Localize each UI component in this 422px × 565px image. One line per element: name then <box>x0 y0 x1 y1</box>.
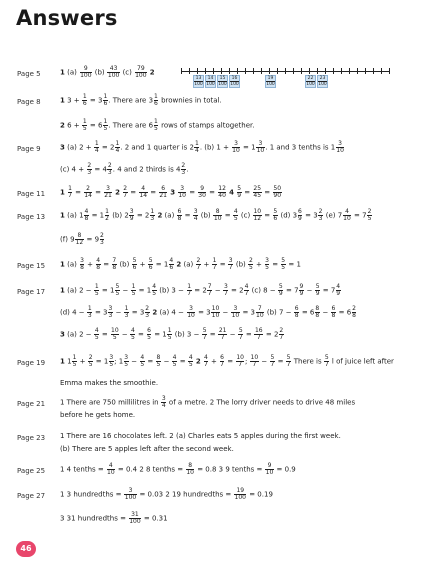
page-label: Page 9 <box>17 145 41 153</box>
answer-p17-1: 1 (a) 2 − $\frac{1}{5}$ = 1 $\frac{5}{5}$ − $\frac{1}{5}$ = 1 $\frac{4}{5}$ (b) 3 − $\frac{1}{7}$ = 2 $\frac{7}{7}$ − $\frac{3}{7}$ = 2 $\frac{4}{7}$ (c) 8 − $\frac{5}{9}$ = 7 $\frac{9}{9}$ − $\frac{5}{9}$ = 7 $\frac{4}{9}$ <box>60 283 341 297</box>
answer-p23-1: 1 There are 16 chocolates left. 2 (a) Charles eats 5 apples during the first week. <box>60 432 341 440</box>
page-label: Page 27 <box>17 492 46 500</box>
page-label: Page 13 <box>17 213 46 221</box>
answer-p11: 1 $\frac{1}{7}$ = $\frac{2}{14}$ = $\frac{3}{21}$ 2 $\frac{2}{7}$ = $\frac{4}{14}$ = $\frac{6}{21}$ 3 $\frac{3}{10}$ = $\frac{9}{30}$ = $\frac{12}{40}$ 4 $\frac{5}{9}$ = $\frac{25}{45}$ = $\frac{50}{90}$ <box>60 185 282 199</box>
answer-p27-1: 1 3 hundredths = $\frac{3}{100}$ = 0.03 2 19 hundredths = $\frac{19}{100}$ = 0.19 <box>60 487 273 501</box>
answer-p19-1: 1 1 $\frac{1}{5}$ + $\frac{2}{5}$ = 1 $\frac{3}{5}$ ; 1 $\frac{3}{5}$ − $\frac{4}{5}$ = $\frac{8}{5}$ − $\frac{4}{5}$ = $\frac{4}{5}$ 2 $\frac{4}{7}$ + $\frac{6}{7}$ = $\frac{10}{7}$ ; $\frac{10}{7}$ − $\frac{5}{7}$ = $\frac{5}{7}$ There is $\frac{5}{7}$ l of juice left after <box>60 354 394 368</box>
page-label: Page 15 <box>17 262 46 270</box>
number-line-box: 16 100 <box>230 76 239 87</box>
answer-p5: 1 (a) $\frac{9}{100}$ (b) $\frac{43}{100}$ (c) $\frac{79}{100}$ 2 <box>60 65 155 79</box>
answer-p8-1: 1 3 + $\frac{1}{6}$ = 3 $\frac{1}{6}$ . There are 3 $\frac{1}{6}$ brownies in total. <box>60 93 222 107</box>
answer-p23-2: (b) There are 5 apples left after the second week. <box>60 445 234 453</box>
page-label: Page 25 <box>17 467 46 475</box>
page-label: Page 19 <box>17 359 46 367</box>
page-title: Answers <box>16 6 118 30</box>
answer-p17-2: (d) 4 − $\frac{1}{3}$ = 3 $\frac{3}{3}$ − $\frac{1}{3}$ = 3 $\frac{2}{3}$ 2 (a) 4 − $\frac{3}{10}$ = 3 $\frac{10}{10}$ − $\frac{3}{10}$ = 3 $\frac{7}{10}$ (b) 7 − $\frac{6}{8}$ = 6 $\frac{8}{8}$ − $\frac{6}{8}$ = 6 $\frac{2}{8}$ <box>60 305 356 319</box>
answer-p21-1: 1 There are 750 millilitres in $\frac{3}{4}$ of a metre. 2 The lorry driver needs to drive 48 miles <box>60 395 356 409</box>
page-label: Page 5 <box>17 70 41 78</box>
number-line-box: 22 100 <box>306 76 315 87</box>
answer-p9-1: 3 (a) 2 + $\frac{1}{4}$ = 2 $\frac{1}{4}$ . 2 and 1 quarter is 2 $\frac{1}{4}$ . (b) 1 + $\frac{3}{10}$ = 1 $\frac{3}{10}$ . 1 and 3 tenths is 1 $\frac{3}{10}$ <box>60 140 344 154</box>
number-line-box: 15 100 <box>218 76 227 87</box>
number-line-box: 13 100 <box>194 76 203 87</box>
answer-p8-2: 2 6 + $\frac{1}{5}$ = 6 $\frac{1}{5}$ . There are 6 $\frac{1}{5}$ rows of stamps altogether. <box>60 118 255 132</box>
number-line-box: 19 100 <box>266 76 275 87</box>
answer-p13-1: 1 (a) 1 $\frac{4}{8}$ = 1 $\frac{1}{2}$ (b) 2 $\frac{3}{9}$ = 2 $\frac{1}{3}$ 2 (a) $\frac{6}{8}$ = $\frac{3}{4}$ (b) $\frac{8}{10}$ = $\frac{4}{5}$ (c) $\frac{10}{12}$ = $\frac{5}{6}$ (d) 3 $\frac{6}{9}$ = 3 $\frac{2}{3}$ (e) 7 $\frac{4}{10}$ = 7 $\frac{2}{5}$ <box>60 208 372 222</box>
answer-p25: 1 4 tenths = $\frac{4}{10}$ = 0.4 2 8 tenths = $\frac{8}{10}$ = 0.8 3 9 tenths = $\frac{9}{10}$ = 0.9 <box>60 462 296 476</box>
answer-p21-2: before he gets home. <box>60 411 136 419</box>
page-label: Page 11 <box>17 190 46 198</box>
answer-p13-2: (f) 9 $\frac{8}{12}$ = 9 $\frac{2}{3}$ <box>60 232 104 246</box>
number-line-box: 23 100 <box>318 76 327 87</box>
page-label: Page 17 <box>17 288 46 296</box>
answer-p9-2: (c) 4 + $\frac{2}{3}$ = 4 $\frac{2}{3}$ . 4 and 2 thirds is 4 $\frac{2}{3}$ . <box>60 162 189 176</box>
answer-p15: 1 (a) $\frac{3}{8}$ + $\frac{4}{8}$ = $\frac{7}{8}$ (b) $\frac{5}{6}$ + $\frac{5}{6}$ = 1 $\frac{4}{6}$ 2 (a) $\frac{2}{7}$ + $\frac{1}{7}$ = $\frac{3}{7}$ (b) $\frac{2}{5}$ + $\frac{3}{5}$ = $\frac{5}{5}$ = 1 <box>60 257 301 271</box>
page-label: Page 23 <box>17 434 46 442</box>
answer-p19-2: Emma makes the smoothie. <box>60 379 159 387</box>
number-line <box>181 63 391 89</box>
page-number-badge: 46 <box>16 541 36 557</box>
answer-p17-3: 3 (a) 2 − $\frac{4}{5}$ = $\frac{10}{5}$ − $\frac{4}{5}$ = $\frac{6}{5}$ = 1 $\frac{1}{5}$ (b) 3 − $\frac{5}{7}$ = $\frac{21}{7}$ − $\frac{5}{7}$ = $\frac{16}{7}$ = 2 $\frac{2}{7}$ <box>60 327 284 341</box>
number-line-box: 14 100 <box>206 76 215 87</box>
page-label: Page 21 <box>17 400 46 408</box>
page-label: Page 8 <box>17 98 41 106</box>
answer-p27-2: 3 31 hundredths = $\frac{31}{100}$ = 0.31 <box>60 511 168 525</box>
